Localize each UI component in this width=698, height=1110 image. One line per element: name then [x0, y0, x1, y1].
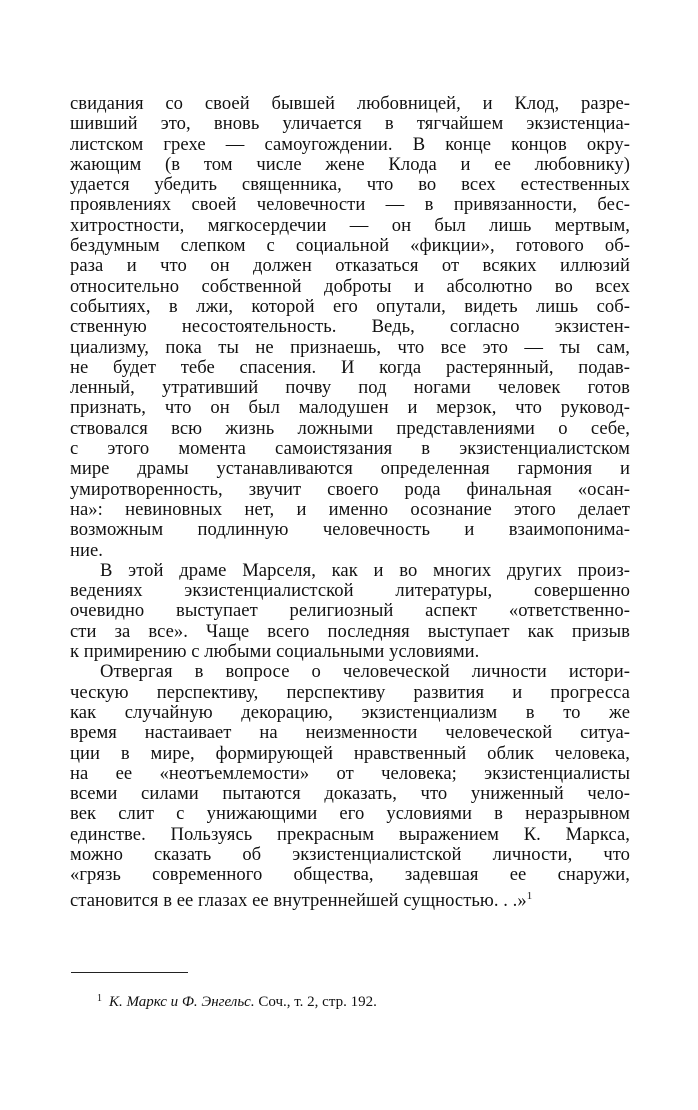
text-line: циализму, пока ты не признаешь, что все это — ты сам, [70, 336, 630, 358]
text-line: «грязь современного общества, задевшая ее снаружи, [70, 864, 630, 886]
text-line: сти за все». Чаще всего последняя выступает как призыв [70, 620, 630, 642]
text-line: не будет тебе спасения. И когда растерянный, подав- [70, 356, 630, 378]
text-line: ствовался всю жизнь ложными представлениями о себе, [70, 417, 630, 439]
text-line: на»: невиновных нет, и именно осознание этого делает [70, 498, 630, 520]
text-line: с этого момента самоистязания в экзистенциалистском [70, 438, 630, 460]
text-line: удается убедить священника, что во всех естественных [70, 174, 630, 196]
text-line: к примирению с любыми социальными условиями. [70, 641, 480, 663]
text-line: хитростности, мягкосердечии — он был лишь мертвым, [70, 214, 630, 236]
text-line: листском грехе — самоугождении. В конце концов окру- [70, 133, 630, 155]
text-line: возможным подлинную человечность и взаимопонима- [70, 519, 630, 541]
text-line: жающим (в том числе жене Клода и ее любовнику) [70, 153, 630, 175]
text-line: ведениях экзистенциалистской литературы, совершенно [70, 580, 630, 602]
text-line: мире драмы устанавливаются определенная гармония и [70, 458, 630, 480]
footnote [97, 990, 377, 1011]
text-line: как случайную декорацию, экзистенциализм в то же [70, 701, 630, 723]
text-line: ции в мире, формирующей нравственный облик человека, [70, 742, 630, 764]
text-line: всеми силами пытаются доказать, что униженный чело- [70, 783, 630, 805]
footnote-number: 1 [97, 993, 102, 1004]
footnote-divider [71, 972, 188, 973]
text-line: ственную несостоятельность. Ведь, согласно экзистен- [70, 316, 630, 338]
text-line: В этой драме Марселя, как и во многих других произ- [100, 559, 630, 581]
text-line: ческую перспективу, перспективу развития и прогресса [70, 681, 630, 703]
text-line-content: становится в ее глазах ее внутреннейшей сущностью. . .» [70, 889, 527, 911]
text-line: Отвергая в вопросе о человеческой личности истори- [100, 661, 630, 683]
text-line: единстве. Пользуясь прекрасным выражением К. Маркса, [70, 823, 630, 845]
footnote-citation: Соч., т. 2, стр. 192. [254, 994, 377, 1010]
text-line: признать, что он был малодушен и мерзок, что руковод- [70, 397, 630, 419]
text-line: время настаивает на неизменности человеческой ситуа- [70, 722, 630, 744]
text-line: на ее «неотъемлемости» от человека; экзистенциалисты [70, 762, 630, 784]
footnote-authors: К. Маркс и Ф. Энгельс. [109, 994, 255, 1010]
text-line: проявлениях своей человечности — в привязанности, бес- [70, 194, 630, 216]
text-line: раза и что он должен отказаться от всяких иллюзий [70, 255, 630, 277]
text-line: ленный, утративший почву под ногами человек готов [70, 377, 630, 399]
text-line: умиротворенность, звучит своего рода финальная «осан- [70, 478, 630, 500]
text-line: очевидно выступает религиозный аспект «ответственно- [70, 600, 630, 622]
main-text [70, 93, 630, 911]
text-line: шивший это, вновь уличается в тягчайшем экзистенциа- [70, 113, 630, 135]
text-line: свидания со своей бывшей любовницей, и Клод, разре- [70, 93, 630, 114]
text-line: можно сказать об экзистенциалистской личности, что [70, 843, 630, 865]
text-line: бездумным слепком с социальной «фикции», готового об- [70, 235, 630, 257]
text-line: относительно собственной доброты и абсолютно во всех [70, 275, 630, 297]
text-line: ние. [70, 539, 104, 561]
footnote-reference: 1 [526, 889, 533, 902]
text-line: век слит с унижающими его условиями в неразрывном [70, 803, 630, 825]
text-line-with-footnote-ref [70, 886, 630, 911]
text-line: событиях, в лжи, которой его опутали, видеть лишь соб- [70, 295, 630, 317]
